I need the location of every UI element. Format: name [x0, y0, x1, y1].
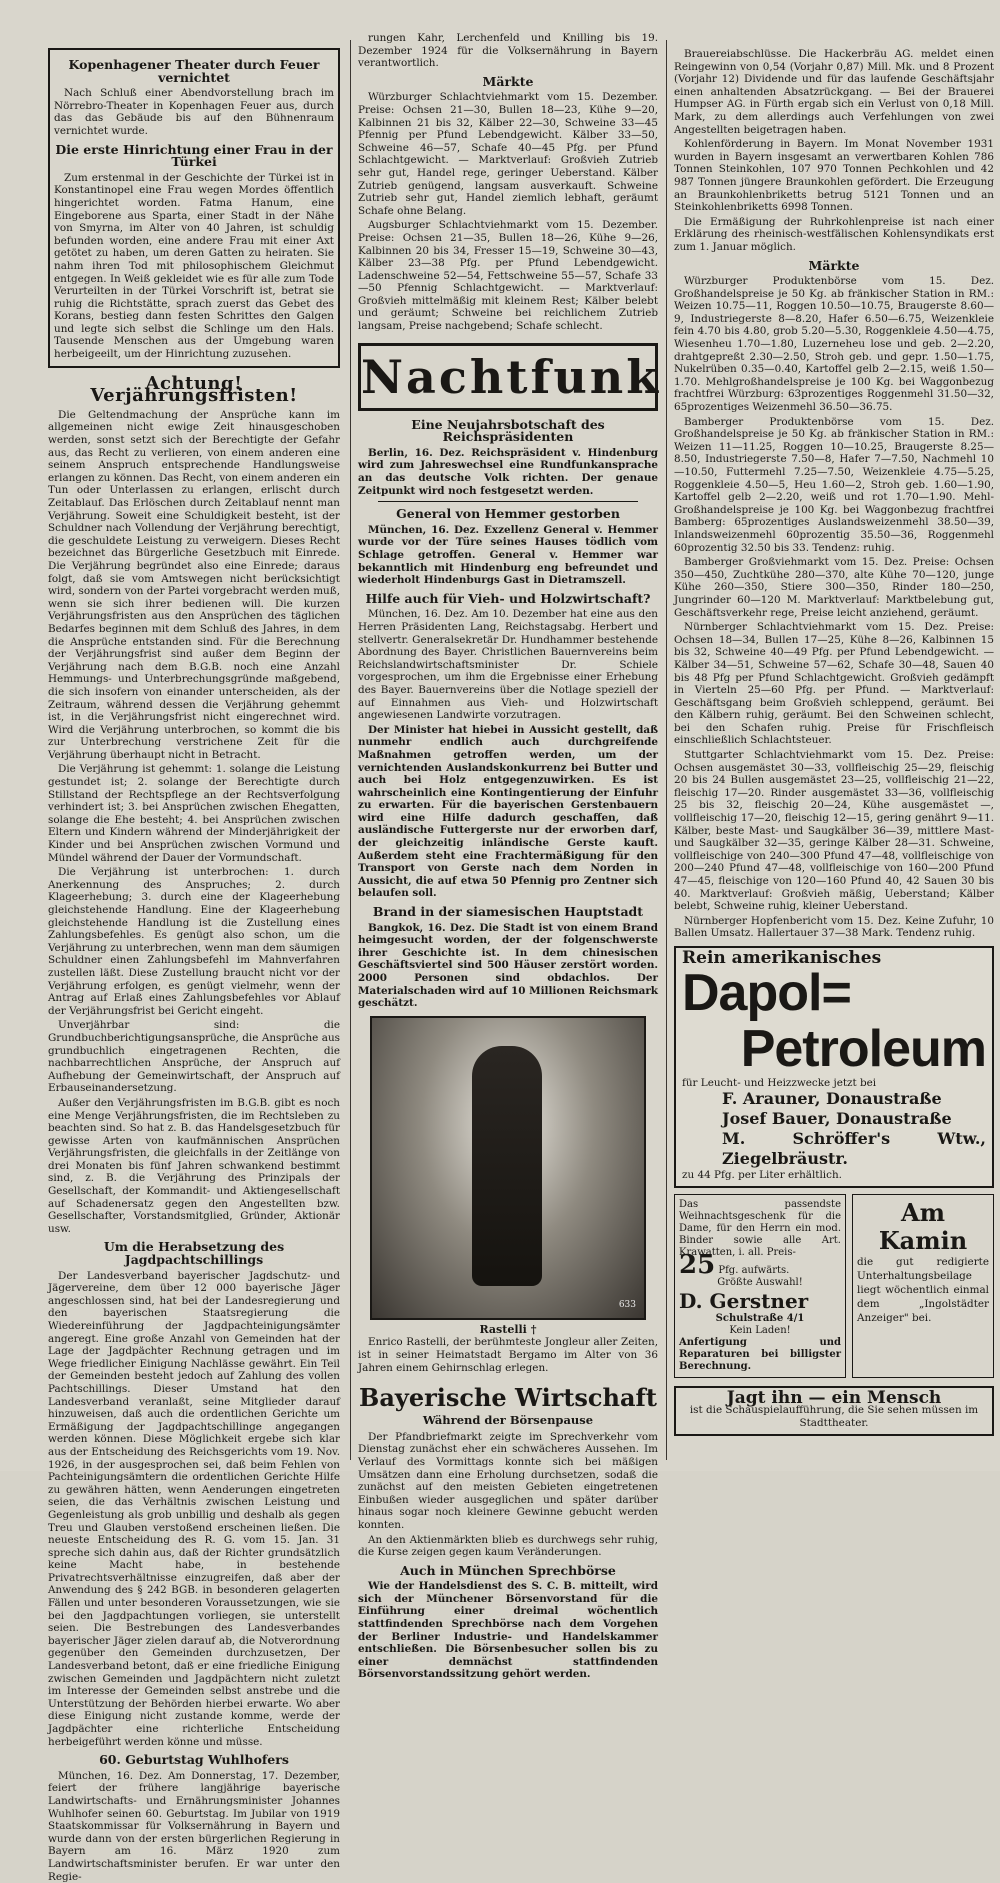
nuernberg-hopfen: Nürnberger Hopfenbericht vom 15. Dez. Keine Zufuhr, 10 Ballen Umsatz. Hallertauer 37—38 Mark. Tendenz ruhig. — [674, 914, 994, 940]
wuerzburg-schlachtvieh: Würzburger Schlachtviehmarkt vom 15. Dezember. Preise: Ochsen 21—30, Bullen 18—23, Kühe 9—20, Kalbinnen 21 bis 32, Kälber 22—30, Schweine 33—45 Pfennig per Pfund Lebendgewicht. Kälber 33—50, Schweine 46—57, Schafe 40—45 Pfg. per Pfund Schlachtgewicht. — Marktverlauf: Großvieh Zutrieb sehr gut, Handel rege, geringer Ueberstand. Kälber Zutrieb genügend, langsam ausverkauft. Schweine Zutrieb sehr gut, Handel ziemlich lebhaft, geräumt Schafe ohne Belang. — [358, 91, 658, 217]
bamberg-grossvieh: Bamberger Großviehmarkt vom 15. Dez. Preise: Ochsen 350—450, Zuchtkühe 280—370, alte Kühe 70—120, junge Kühe 260—350, Stiere 300—350, Rinder 180—250, Jungrinder 60—120 M. Marktverlauf: Marktbelebung gut, Geschäftsverkehr rege, Preise leicht anziehend, geräumt. — [674, 556, 994, 619]
maerkte-headline-right: Märkte — [808, 257, 860, 273]
bamberg-produkten: Bamberger Produktenbörse vom 15. Dez. Großhandelspreise je 50 Kg. ab fränkischer Station in RM.: Weizen 11—11.25, Roggen 10—10.25, Braugerste 8.25—8.50, Industriegerste 7.50—8, Hafer 7—7.50, Nachmehl 10—10.50, Futtermehl 7.25—7.50, Weizenkleie 4.75—5.25, Roggenkleie 4.50—5, Heu 1.60—2, Stroh geb. 1.60—1.90, Kartoffel gelb 2—2.20, weiß und rot 1.70—1.90. Mehl-Großhandelspreise je 100 Kg. bei Waggonbezug frachtfrei Bamberg: 65prozentiges Auslandsweizenmehl 38.50—39, Inlandsweizenmehl 60prozentig 35.50—36, Roggenmehl 60prozentig 32.50 bis 33. Tendenz: ruhig. — [674, 415, 994, 554]
column-rule — [666, 40, 667, 1460]
kamin-headline-1: Am — [900, 1197, 945, 1227]
verjaehrung-p5: Außer den Verjährungsfristen im B.G.B. gibt es noch eine Menge Verjährungsfristen, die im Rechtsleben zu beachten sind. So hat z. B. das Handelsgesetzbuch für gewisse Arten von kaufmännischen Ansprüchen Verjährungsfristen, die gleichfalls in der Zeitlänge von drei Monaten bis fünf Jahren schwankend bestimmt sind, z. B. die Verjährung des Prinzipals der Gesellschaft, der Kommandit- und Aktiengesellschaft auf Schadenersatz gegen den Angestellten bzw. Gesellschafter, Vorstandsmitglied, Gründer, Aktionär usw. — [48, 1096, 340, 1235]
gerstner-ad — [674, 1194, 846, 1378]
verjaehrung-p4: Unverjährbar sind: die Grundbuchberichtigungsansprüche, die Ansprüche aus grundbuchlich eingetragenen Rechten, die nachbarrechtlichen Ansprüche, der Anspruch auf Aufhebung der Gemeinwirtschaft, der Anspruch auf Erbauseinandersetzung. — [48, 1019, 340, 1095]
nachtfunk-banner: Nachtfunk — [358, 343, 658, 411]
ad-title: Rein amerikanisches — [682, 947, 882, 968]
ad-dealer-3: M. Schröffer's Wtw., Ziegelbräustr. — [722, 1129, 986, 1169]
augsburg-schlachtvieh: Augsburger Schlachtviehmarkt vom 15. Dezember. Preise: Ochsen 21—35, Bullen 18—26, Kühe 9—26, Kalbinnen 20 bis 34, Fresser 15—19, Schweine 30—43, Kälber 23—38 Pfg. per Pfund Lebendgewicht. Ladenschweine 52—54, Fettschweine 55—57, Schafe 33—50 Pfennig Schlachtgewicht. — Marktverlauf: Großvieh mittelmäßig mit kleinem Rest; Kälber belebt und geräumt; Schweine bei reichlichem Zutrieb langsam, Preise nachgebend; Schafe schlecht. — [358, 219, 658, 333]
brand-text: Bangkok, 16. Dez. Die Stadt ist von einem Brand heimgesucht worden, der der folgenschwerste ihrer Geschichte ist. In dem chinesischen Geschäftsviertel sind 500 Häuser zerstört worden. 2000 Personen sind obdachlos. Der Materialschaden wird auf 10 Millionen Reichsmark geschätzt. — [358, 921, 658, 1010]
gerstner-address: Schulstraße 4/1 — [715, 1312, 805, 1324]
photo-figure — [472, 1046, 542, 1286]
bayerische-wirtschaft-headline: Bayerische Wirtschaft — [359, 1383, 657, 1413]
photo-caption-head: Rastelli † — [479, 1322, 537, 1336]
ads-row — [674, 1194, 994, 1378]
kamin-ad — [852, 1194, 994, 1378]
verjaehrung-p2: Die Verjährung ist gehemmt: 1. solange die Leistung gestundet ist; 2. solange der Berechtigte durch Stillstand der Rechtspflege an der Rechtsverfolgung verhindert ist; 3. bei Ansprüchen zwischen Ehegatten, solange die Ehe besteht; 4. bei Ansprüchen zwischen Eltern und Kindern während der Minderjährigkeit der Kinder und bei Ansprüchen zwischen Vormund und Mündel während der Dauer der Vormundschaft. — [48, 763, 340, 864]
execution-text: Zum erstenmal in der Geschichte der Türkei ist in Konstantinopel eine Frau wegen Mordes öffentlich hingerichtet worden. Fatma Hanum, eine Eingeborene aus Sparta, einer Stadt in der Nähe von Smyrna, im Alter von 40 Jahren, ist schuldig befunden worden, eine andere Frau mit einer Axt getötet zu haben, um deren Gatten zu heiraten. Sie nahm ihren Tod mit philosophischem Gleichmut entgegen. In Weiß gekleidet wie es für alle zum Tode Verurteilten in der Türkei Vorschrift ist, betrat sie ruhig die Richtstätte, sprach zuerst das Gebet des Korans, bestieg dann festen Schrittes den Galgen und legte sich selbst die Schlinge um den Hals. Tausende Menschen aus der Umgebung waren herbeigeeilt, um der Hinrichtung zuzusehen. — [54, 171, 334, 361]
fire-article-box — [48, 48, 340, 368]
bayerische-wirtschaft-text: Der Pfandbriefmarkt zeigte im Sprechverkehr vom Dienstag zunächst eher ein schwächeres Aussehen. Im Verlauf des Vormittags konnte sich bei mäßigen Umsätzen dann eine Erholung durchsetzen, sodaß die zunächst auf den meisten Gebieten eingetretenen Einbußen wieder ausgeglichen und später darüber hinaus sogar noch kleinere Gewinne gebucht werden konnten. — [358, 1430, 658, 1531]
theater-ad-text: ist die Schauspielaufführung, die Sie sehen müssen im Stadttheater. — [689, 1404, 979, 1429]
verjaehrung-headline: Achtung! Verjährungsfristen! — [90, 372, 298, 407]
hemmer-text: München, 16. Dez. Exzellenz General v. Hemmer wurde vor der Türe seines Hauses tödlich vom Schlage getroffen. General v. Hemmer war bekanntlich mit Hindenburg eng befreundet und wiederholt Hindenburgs Gast in Dietramszell. — [358, 523, 658, 587]
stuttgart-schlachtvieh: Stuttgarter Schlachtviehmarkt vom 15. Dez. Preise: Ochsen ausgemästet 30—33, vollfleischig 25—29, fleischig 20 bis 24 Bullen ausgemästet 23—25, vollfleischig 21—22, fleischig 17—20. Rinder ausgemästet 33—36, vollfleischig 25 bis 32, fleischig 20—24, Kühe ausgemästet —, vollfleischig 17—20, fleischig 12—15, gering genährt 9—11. Kälber, beste Mast- und Saugkälber 36—39, mittlere Mast- und Saugkälber 32—35, geringe Kälber 28—31. Schweine, vollfleischige von 240—300 Pfund 47—48, vollfleischige von 200—240 Pfund 47—48, vollfleischige von 160—200 Pfund 47—45, fleischige von 120—160 Pfund 40, 42 Sauen 30 bis 40. Marktverlauf: Großvieh mäßig, Ueberstand; Kälber belebt, Schweine ruhig, kleiner Ueberstand. — [674, 749, 994, 913]
gerstner-name: D. Gerstner — [679, 1288, 809, 1313]
brauerei-text: Brauereiabschlüsse. Die Hackerbräu AG. meldet einen Reingewinn von 0,54 (Vorjahr 0,87) Mill. Mk. und 8 Prozent (Vorjahr 12) Dividende und für das laufende Geschäftsjahr einen anhaltenden Absatzrückgang. — Bei der Brauerei Humpser AG. in Fürth ergab sich ein Verlust von 0,18 Mill. Mark, zu dem allerdings auch Verfehlungen von zwei Angestellten beigetragen haben. — [674, 48, 994, 136]
hilfe-p1: München, 16. Dez. Am 10. Dezember hat eine aus den Herren Präsidenten Lang, Reichstagsabg. Herbert und stellvertr. Generalsekretär Dr. Hundhammer bestehende Abordnung des Bayer. Christlichen Bauernvereins beim Reichslandwirtschaftsminister Dr. Schiele vorgesprochen, um ihm die Ergebnisse einer Erhebung des Bayer. Bauernvereins über die Notlage speziell der auf Einnahmen aus Vieh- und Holzwirtschaft angewiesenen Landwirte vorzutragen. — [358, 608, 658, 722]
nuernberg-schlachtvieh: Nürnberger Schlachtviehmarkt vom 15. Dez. Preise: Ochsen 18—34, Bullen 17—25, Kühe 8—26, Kalbinnen 15 bis 32, Schweine 40—49 Pfg. per Pfund Lebendgewicht. — Kälber 34—51, Schweine 57—62, Schafe 30—48, Sauen 40 bis 48 Pfg per Pfund Schlachtgewicht. Großvieh gedämpft in Vierteln 25—60 Pfg. per Pfund. — Marktverlauf: Geschäftsgang beim Großvieh schleppend, geräumt. Bei den Kälbern ruhig, geräumt. Bei den Schweinen schlecht, bei den Schafen ruhig. Preise für Frischfleisch einschließlich Schlachtsteuer. — [674, 621, 994, 747]
ruhr-text: Die Ermäßigung der Ruhrkohlenpreise ist nach einer Erklärung des rheinisch-westfälischen Kohlensyndikats erst zum 1. Januar möglich. — [674, 215, 994, 253]
rastelli-photo — [370, 1016, 646, 1320]
sprechboerse-text: Wie der Handelsdienst des S. C. B. mitteilt, wird sich der Münchener Börsenvorstand für die Einführung einer dreimal wöchentlich stattfindenden Sprechbörse nach dem Vorgehen der Berliner Industrie- und Handelskammer entschließen. Die Börsenbesucher sollen bis zu einer demnächst stattfindenden Börsenvorstandssitzung gehört werden. — [358, 1580, 658, 1681]
hilfe-p2: Der Minister hat hiebei in Aussicht gestellt, daß nunmehr endlich auch durchgreifende Maßnahmen getroffen werden, um der vernichtenden Auslandskonkurrenz bei Butter und auch bei Holz entgegenzuwirken. Es ist wahrscheinlich eine Kontingentierung der Einfuhr zu erwarten. Für die bayerischen Gerstenbauern wird eine Hilfe dadurch geschaffen, daß ausländische Futtergerste nur der erworben darf, der gleichzeitig inländische Gerste kauft. Außerdem steht eine Frachtermäßigung für den Transport von Gerste nach dem Norden in Aussicht, die auf etwa 50 Pfennig pro Zentner sich belaufen soll. — [358, 723, 658, 900]
verjaehrung-p3: Die Verjährung ist unterbrochen: 1. durch Anerkennung des Anspruches; 2. durch Klageerhebung; 3. durch eine der Klageerhebung gleichstehende Handlung. Eine der Klageerhebung gleichstehende Handlung ist die Zustellung eines Zahlungsbefehles. Es genügt also schon, um die Verjährung zu unterbrechen, wenn man dem säumigen Schuldner einen Zahlungsbefehl im Mahnverfahren zustellen läßt. Diese Zustellung braucht nicht vor der Verjährung erfolgen, es genügt vielmehr, wenn der Antrag auf Erlaß eines Zahlungsbefehles vor Ablauf der Verjährungsfrist bei Gericht eingeht. — [48, 866, 340, 1017]
continued-text: rungen Kahr, Lerchenfeld und Knilling bis 19. Dezember 1924 für die Volksernährung in Bayern verantwortlich. — [358, 32, 658, 70]
divider — [378, 501, 638, 502]
gerstner-text: Das passendste Weihnachtsgeschenk für die Dame, für den Herrn ein mod. Binder sowie alle Art. Krawatten, i. all. Preis- — [679, 1198, 841, 1258]
bayerische-wirtschaft-subhead: Während der Börsenpause — [422, 1413, 594, 1428]
execution-headline: Die erste Hinrichtung einer Frau in der Türkei — [55, 141, 333, 170]
kamin-text: die gut redigierte Unterhaltungsbeilage liegt wöchentlich einmal dem „Ingolstädter Anzeiger" bei. — [857, 1255, 989, 1324]
neujahr-text: Berlin, 16. Dez. Reichspräsident v. Hindenburg wird zum Jahreswechsel eine Rundfunkansprache an das deutsche Volk richten. Der genaue Zeitpunkt wird noch festgesetzt werden. — [358, 446, 658, 497]
column-middle — [358, 32, 662, 1681]
ad-dealer-1: F. Arauner, Donaustraße — [722, 1089, 942, 1109]
gerstner-price: 25 — [679, 1249, 716, 1280]
gerstner-note: Kein Laden! — [729, 1324, 791, 1336]
theater-ad — [674, 1386, 994, 1436]
birthday-text: München, 16. Dez. Am Donnerstag, 17. Dezember, feiert der frühere langjährige bayerische Landwirtschafts- und Ernährungsminister Johannes Wuhlhofer seinen 60. Geburtstag. Im Jubilar von 1919 Staatskommissar für Volksernährung in Bayern und wurde dann von der ersten bürgerlichen Regierung in Bayern am 16. März 1920 zum Landwirtschaftsminister berufen. Er war unter den Regie- — [48, 1769, 340, 1883]
birthday-headline: 60. Geburtstag Wuhlhofers — [99, 1752, 289, 1768]
kamin-headline-2: Kamin — [878, 1225, 968, 1255]
ad-brand-petroleum: Petroleum — [740, 1019, 986, 1078]
neujahr-headline: Eine Neujahrsbotschaft des Reichspräsidenten — [411, 416, 605, 445]
hilfe-headline: Hilfe auch für Vieh- und Holzwirtschaft? — [365, 590, 651, 606]
gerstner-repair: Anfertigung und Reparaturen bei billigster Berechnung. — [679, 1336, 841, 1372]
ad-brand-dapol: Dapol= — [682, 963, 851, 1022]
column-left — [48, 48, 340, 1883]
wuerzburg-produkten: Würzburger Produktenbörse vom 15. Dez. Großhandelspreise je 50 Kg. ab fränkischer Station in RM.: Weizen 10.75—11, Roggen 10.50—10.75, Braugerste 8.60—9, Industriegerste 8—8.20, Hafer 6.50—6.75, Weizenkleie fein 4.70 bis 4.80, grob 5.20—5.30, Roggenkleie 4.50—4.75, Wiesenheu 1.70—1.80, Luzerneheu lose und geb. 2—2.20, drahtgepreßt 2.30—2.50, Stroh geb. und gepr. 1.50—1.75, Nukelrüben 0.35—0.40, Kartoffel gelb 2—2.15, weiß 1.50—1.70. Mehlgroßhandelspreise je 100 Kg. bei Waggonbezug frachtfrei Würzburg: 63prozentiges Roggenmehl 31.50—32, 65prozentiges Weizenmehl 36.50—36.75. — [674, 275, 994, 414]
brand-headline: Brand in der siamesischen Hauptstadt — [372, 904, 644, 920]
column-rule — [350, 40, 351, 1460]
photo-caption: Enrico Rastelli, der berühmteste Jongleur aller Zeiten, ist in seiner Heimatstadt Bergamo im Alter von 36 Jahren einem Gehirnschlag erlegen. — [358, 1336, 658, 1374]
jagd-headline: Um die Herabsetzung des Jagdpachtschillings — [103, 1239, 285, 1268]
fire-text: Nach Schluß einer Abendvorstellung brach im Nörrebro-Theater in Kopenhagen Feuer aus, durch das das Gebäude bis auf den Bühnenraum vernichtet wurde. — [54, 87, 334, 137]
theater-ad-headline: Jagt ihn — ein Mensch — [726, 1387, 942, 1408]
gerstner-price-unit: Pfg. aufwärts. — [718, 1264, 790, 1276]
column-right — [674, 48, 994, 1462]
ad-usage: für Leucht- und Heizzwecke jetzt bei — [682, 1076, 877, 1089]
verjaehrung-p1: Die Geltendmachung der Ansprüche kann im allgemeinen nicht ewige Zeit hinausgeschoben werden, sonst setzt sich der Berechtigte der Gefahr aus, das Recht zu verlieren, von einem anderen eine seinem Anspruch entsprechende Handlungsweise erlangen zu können. Das Recht, von einem anderen ein Tun oder Unterlassen zu erlangen, erlischt durch Zeitablauf. Das Erlöschen durch Zeitablauf nennt man Verjährung. Soweit eine Schuldigkeit besteht, ist der Schuldner nach Vollendung der Verjährung berechtigt, die geschuldete Leistung zu verweigern. Dieses Recht bezeichnet das Bürgerliche Gesetzbuch mit Einrede. Die Verjährung begründet also eine Einrede; daraus folgt, daß sie vom Amtswegen nicht berücksichtigt wird, sondern von der Partei vorgebracht werden muß, wenn sie sich ihrer bedienen will. Die kurzen Verjährungsfristen aus den Ansprüchen des täglichen Bedarfes beginnen mit dem Schluß des Jahres, in dem die Ansprüche entstanden sind. Für die Berechnung der Verjährungsfrist sind außer dem Beginn der Verjährung nach dem B.G.B. noch eine Anzahl Hemmungs- und Unterbrechungsgründe maßgebend, die sich insofern von einander unterscheiden, als der Zeitraum, während dessen die Verjährung gehemmt ist, in die Verjährungsfrist nicht eingerechnet wird. Wird die Verjährung unterbrochen, so kommt die bis zur Unterbrechung verstrichene Zeit für die Verjährung überhaupt nicht in Betracht. — [48, 408, 340, 761]
jagd-text: Der Landesverband bayerischer Jagdschutz- und Jägervereine, dem über 12 000 bayerische Jäger angeschlossen sind, hat bei der Landesregierung und den bayerischen Staatsregierung die Wiedereinführung der Jagdpachteinigungsämter angeregt. Eine große Anzahl von Gemeinden hat der Lage der Jagdpächter Rechnung getragen und im Wege friedlicher Einigung Nachlässe gewährt. Ein Teil der Gemeinden besteht jedoch auf Zahlung des vollen Pachtschillings. Dieser Umstand hat den Landesverband veranlaßt, seine Mitglieder darauf hinzuweisen, daß auch die ordentlichen Gerichte um Ermäßigung der Jagdpachtschillinge angegangen werden können. Diese Möglichkeit ergebe sich klar aus der Entscheidung des Reichsgerichts vom 19. Nov. 1926, in der ausgesprochen sei, daß beim Fehlen von Pachteinigungsämtern die ordentlichen Gerichte Hilfe zu gewähren hätten, wenn Aenderungen eingetreten seien, die das Verhältnis zwischen Leistung und Gegenleistung als grob unbillig und deshalb als gegen Treu und Glauben verstoßend erscheinen ließen. Die neueste Entscheidung des R. G. vom 15. Jan. 31 spreche sich dahin aus, daß der Richter grundsätzlich keine Macht habe, in bestehende Privatrechtsverhältnisse einzugreifen, daß aber der Anwendung des § 242 BGB. in besonderen gelagerten Fällen und unter besonderen Voraussetzungen, wie sie bei den Jagdpachtungen vorliegen, sie unterstellt seien. Die Bestrebungen des Landesverbandes bayerischer Jäger zielen darauf ab, die Notverordnung gegenüber den Gemeinden durchzusetzen, Der Landesverband betont, daß er eine friedliche Einigung zwischen Gemeinden und Jagdpächtern nicht zuletzt im Interesse der Gemeinden selbst anstrebe und die Unterstützung der Behörden hierbei erwarte. Wo aber diese Einigung nicht zustande komme, werde der Jagdpächter eine richterliche Entscheidung herbeigeführt werden könne und müsse. — [48, 1269, 340, 1748]
sprechboerse-headline: Auch in München Sprechbörse — [400, 1562, 616, 1578]
photo-number: 633 — [618, 1300, 636, 1311]
bayerische-wirtschaft-text2: An den Aktienmärkten blieb es durchwegs sehr ruhig, die Kurse zeigen gegen kaum Veränderungen. — [358, 1533, 658, 1559]
ad-dealer-2: Josef Bauer, Donaustraße — [722, 1109, 952, 1129]
fire-headline: Kopenhagener Theater durch Feuer vernichtet — [68, 57, 320, 85]
ad-price: zu 44 Pfg. per Liter erhältlich. — [682, 1169, 842, 1182]
kohle-text: Kohlenförderung in Bayern. Im Monat November 1931 wurden in Bayern insgesamt an verwertbaren Kohlen 786 Tonnen Steinkohlen, 107 970 Tonnen Pechkohlen und 42 987 Tonnen jüngere Braunkohlen gefördert. Die Erzeugung an Braunkohlenbriketts betrug 5121 Tonnen und an Steinkohlenbriketts 6998 Tonnen. — [674, 138, 994, 214]
hemmer-headline: General von Hemmer gestorben — [396, 506, 620, 522]
dapol-advertisement — [674, 946, 994, 1188]
maerkte-headline: Märkte — [482, 73, 534, 89]
gerstner-choice: Größte Auswahl! — [717, 1276, 803, 1288]
